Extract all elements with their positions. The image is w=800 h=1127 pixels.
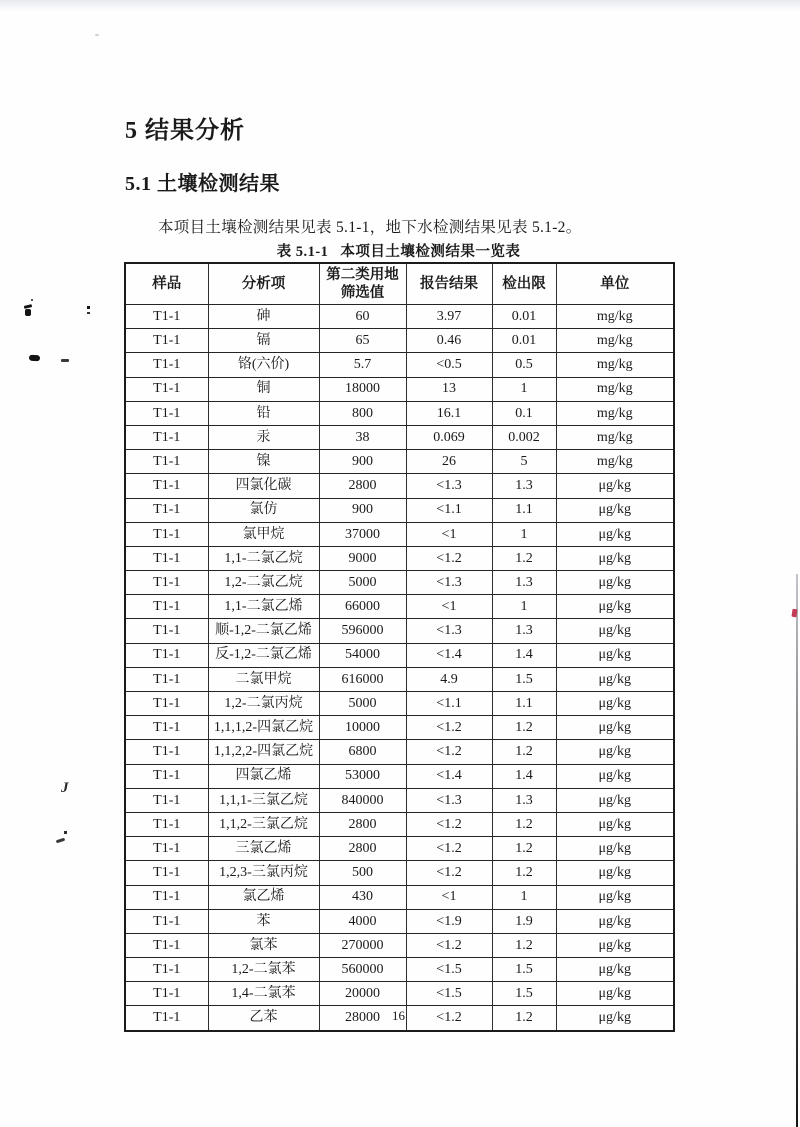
table-row [125,909,674,933]
table-cell: T1-1 [125,909,208,933]
table-cell: 0.01 [492,329,556,353]
table-cell: 900 [319,498,406,522]
table-cell: T1-1 [125,546,208,570]
column-header: 报告结果 [406,263,492,305]
table-cell: μg/kg [556,619,674,643]
table-cell: 1.4 [492,643,556,667]
table-cell: 1 [492,595,556,619]
table-cell: 270000 [319,933,406,957]
table-row [125,546,674,570]
table-cell: 汞 [208,425,319,449]
table-cell: 1 [492,522,556,546]
table-cell: <1.2 [406,1006,492,1031]
table-cell: 1 [492,377,556,401]
table-cell: 0.069 [406,425,492,449]
table-cell: μg/kg [556,933,674,957]
table-cell: T1-1 [125,595,208,619]
table-cell: μg/kg [556,667,674,691]
column-header: 样品 [125,263,208,305]
table-cell: mg/kg [556,401,674,425]
table-cell: <1.4 [406,764,492,788]
table-cell: T1-1 [125,401,208,425]
ink-dot [64,831,67,834]
table-cell: 2800 [319,812,406,836]
ink-dash [61,359,69,362]
subsection-heading: 5.1 土壤检测结果 [125,173,280,195]
table-cell: <1.5 [406,958,492,982]
table-cell: T1-1 [125,861,208,885]
table-row [125,861,674,885]
section-heading: 5 结果分析 [125,118,245,144]
table-cell: 430 [319,885,406,909]
table-cell: 1,4-二氯苯 [208,982,319,1006]
table-cell: μg/kg [556,474,674,498]
table-caption-label: 表 5.1-1 [276,244,329,260]
table-cell: 0.5 [492,353,556,377]
table-cell: <1.3 [406,619,492,643]
table-cell: 9000 [319,546,406,570]
table-cell: T1-1 [125,305,208,329]
table-cell: 4000 [319,909,406,933]
table-cell: μg/kg [556,522,674,546]
table-cell: 四氯乙烯 [208,764,319,788]
table-cell: T1-1 [125,474,208,498]
scan-noise-band [0,0,800,13]
table-cell: μg/kg [556,885,674,909]
ink-dot [87,312,90,314]
table-cell: T1-1 [125,1006,208,1031]
ink-dash [56,838,65,844]
table-cell: <1.2 [406,546,492,570]
table-cell: 560000 [319,958,406,982]
table-cell: <1.2 [406,933,492,957]
table-row [125,933,674,957]
table-cell: 0.1 [492,401,556,425]
table-row [125,329,674,353]
table-cell: 1.5 [492,667,556,691]
table-cell: <1.9 [406,909,492,933]
table-cell: 20000 [319,982,406,1006]
table-cell: 铅 [208,401,319,425]
table-cell: 1,1,1,2-四氯乙烷 [208,716,319,740]
body-paragraph: 本项目土壤检测结果见表 5.1-1，地下水检测结果见表 5.1-2。 [158,219,582,236]
table-cell: 5 [492,450,556,474]
table-cell: <1.4 [406,643,492,667]
table-caption [124,240,673,261]
table-row [125,958,674,982]
table-row [125,450,674,474]
table-cell: 1.2 [492,740,556,764]
table-cell: 66000 [319,595,406,619]
table-cell: 铜 [208,377,319,401]
table-cell: 1.2 [492,837,556,861]
table-cell: 65 [319,329,406,353]
table-cell: <1.3 [406,474,492,498]
table-cell: 1,2-二氯丙烷 [208,692,319,716]
table-cell: <1 [406,595,492,619]
table-cell: 1.1 [492,692,556,716]
table-cell: 反-1,2-二氯乙烯 [208,643,319,667]
table-cell: 1,1,2,2-四氯乙烷 [208,740,319,764]
table-cell: 28000 [319,1006,406,1031]
table-cell: T1-1 [125,740,208,764]
table-cell: 四氯化碳 [208,474,319,498]
table-cell: 2800 [319,837,406,861]
table-cell: T1-1 [125,329,208,353]
table-cell: 1.3 [492,571,556,595]
table-row [125,667,674,691]
table-cell: 1.2 [492,716,556,740]
table-cell: 1,2-二氯乙烷 [208,571,319,595]
table-cell: 氯甲烷 [208,522,319,546]
table-row [125,740,674,764]
table-cell: 砷 [208,305,319,329]
table-row [125,377,674,401]
table-cell: 800 [319,401,406,425]
table-cell: T1-1 [125,692,208,716]
table-cell: mg/kg [556,450,674,474]
table-cell: T1-1 [125,764,208,788]
table-cell: μg/kg [556,958,674,982]
table-cell: 苯 [208,909,319,933]
table-cell: 500 [319,861,406,885]
table-cell: 10000 [319,716,406,740]
table-row [125,401,674,425]
table-cell: T1-1 [125,958,208,982]
table-cell: T1-1 [125,450,208,474]
table-cell: 1.9 [492,909,556,933]
table-cell: T1-1 [125,716,208,740]
table-cell: μg/kg [556,812,674,836]
table-cell: 54000 [319,643,406,667]
table-cell: 5000 [319,571,406,595]
table-header [125,263,674,305]
table-row [125,619,674,643]
table-cell: <1.3 [406,788,492,812]
table-cell: μg/kg [556,909,674,933]
table-cell: mg/kg [556,425,674,449]
table-cell: T1-1 [125,498,208,522]
table-cell: T1-1 [125,377,208,401]
table-cell: T1-1 [125,619,208,643]
table-row [125,498,674,522]
table-cell: 6800 [319,740,406,764]
table-cell: μg/kg [556,788,674,812]
ink-smudge [31,299,33,301]
soil-results-table [124,262,675,1032]
table-cell: 616000 [319,667,406,691]
pen-mark-j: J [61,780,69,796]
table-cell: T1-1 [125,837,208,861]
table-cell: <1.2 [406,837,492,861]
table-caption-title: 本项目土壤检测结果一览表 [340,244,521,260]
table-cell: 53000 [319,764,406,788]
table-cell: <1.1 [406,498,492,522]
table-cell: T1-1 [125,643,208,667]
table-cell: <1.2 [406,812,492,836]
table-cell: mg/kg [556,377,674,401]
table-cell: μg/kg [556,595,674,619]
table-cell: 镉 [208,329,319,353]
table-cell: 1,1,2-三氯乙烷 [208,812,319,836]
table-cell: 顺-1,2-二氯乙烯 [208,619,319,643]
table-cell: 37000 [319,522,406,546]
table-cell: 900 [319,450,406,474]
table-cell: 1.3 [492,619,556,643]
table-cell: <1.2 [406,861,492,885]
table-cell: <1.3 [406,571,492,595]
table-row [125,788,674,812]
table-cell: μg/kg [556,1006,674,1031]
table-cell: <1.5 [406,982,492,1006]
table-row [125,571,674,595]
table-cell: T1-1 [125,425,208,449]
table-cell: mg/kg [556,353,674,377]
table-row [125,305,674,329]
table-row [125,692,674,716]
table-cell: 1,2-二氯苯 [208,958,319,982]
table-cell: 0.01 [492,305,556,329]
table-cell: 596000 [319,619,406,643]
page-number: 16 [392,1008,405,1023]
table-row [125,837,674,861]
table-cell: 铬(六价) [208,353,319,377]
table-cell: T1-1 [125,982,208,1006]
table-cell: T1-1 [125,812,208,836]
table-row [125,353,674,377]
column-header: 检出限 [492,263,556,305]
table-row [125,716,674,740]
table-cell: <0.5 [406,353,492,377]
faint-speck [95,34,99,36]
table-cell: 5000 [319,692,406,716]
table-cell: 60 [319,305,406,329]
table-cell: 乙苯 [208,1006,319,1031]
table-cell: μg/kg [556,861,674,885]
table-cell: 氯苯 [208,933,319,957]
table-cell: μg/kg [556,837,674,861]
table-cell: 二氯甲烷 [208,667,319,691]
table-cell: 1.5 [492,982,556,1006]
table-cell: μg/kg [556,692,674,716]
column-header: 单位 [556,263,674,305]
table-cell: 5.7 [319,353,406,377]
table-cell: 1.2 [492,861,556,885]
table-cell: 1,2,3-三氯丙烷 [208,861,319,885]
table-cell: T1-1 [125,522,208,546]
table-cell: 1.2 [492,933,556,957]
table-header-row [125,263,674,305]
table-cell: 840000 [319,788,406,812]
ink-dot [87,306,90,309]
table-cell: 4.9 [406,667,492,691]
table-cell: T1-1 [125,885,208,909]
table-row [125,522,674,546]
table-cell: μg/kg [556,571,674,595]
table-cell: 26 [406,450,492,474]
table-cell: 1.2 [492,1006,556,1031]
table-cell: <1.2 [406,740,492,764]
table-cell: <1.2 [406,716,492,740]
table-cell: <1.1 [406,692,492,716]
table-cell: 1,1-二氯乙烷 [208,546,319,570]
table-cell: 1.1 [492,498,556,522]
table-cell: 0.46 [406,329,492,353]
table-cell: 1.3 [492,788,556,812]
column-header: 第二类用地 筛选值 [319,263,406,305]
table-cell: μg/kg [556,764,674,788]
table-cell: 氯乙烯 [208,885,319,909]
table-cell: 氯仿 [208,498,319,522]
table-cell: 16.1 [406,401,492,425]
table-row [125,643,674,667]
table-cell: 1,1-二氯乙烯 [208,595,319,619]
table-body [125,305,674,1031]
ink-smudge [25,309,31,316]
table-row [125,885,674,909]
table-cell: 1,1,1-三氯乙烷 [208,788,319,812]
table-cell: μg/kg [556,982,674,1006]
table-cell: μg/kg [556,546,674,570]
scan-edge-line [796,574,798,1127]
table-cell: 2800 [319,474,406,498]
table-cell: T1-1 [125,667,208,691]
table-cell: 38 [319,425,406,449]
table-cell: <1 [406,522,492,546]
table-cell: <1 [406,885,492,909]
table-row [125,474,674,498]
table-cell: 1.3 [492,474,556,498]
table-cell: T1-1 [125,933,208,957]
table-cell: mg/kg [556,305,674,329]
table-cell: 1.2 [492,546,556,570]
table-cell: T1-1 [125,788,208,812]
table-cell: 1 [492,885,556,909]
table-cell: μg/kg [556,740,674,764]
table-cell: 1.2 [492,812,556,836]
table-row [125,812,674,836]
table-cell: 0.002 [492,425,556,449]
table-cell: 3.97 [406,305,492,329]
table-row [125,595,674,619]
table-cell: μg/kg [556,498,674,522]
table-cell: mg/kg [556,329,674,353]
table-cell: 1.5 [492,958,556,982]
table-row [125,764,674,788]
table-cell: T1-1 [125,571,208,595]
table-row [125,425,674,449]
table-cell: 镍 [208,450,319,474]
table-cell: 18000 [319,377,406,401]
table-cell: 1.4 [492,764,556,788]
table-cell: 13 [406,377,492,401]
table-cell: μg/kg [556,643,674,667]
ink-smudge [29,355,40,362]
column-header: 分析项 [208,263,319,305]
table-cell: μg/kg [556,716,674,740]
table-cell: 三氯乙烯 [208,837,319,861]
table-row [125,982,674,1006]
table-cell: T1-1 [125,353,208,377]
